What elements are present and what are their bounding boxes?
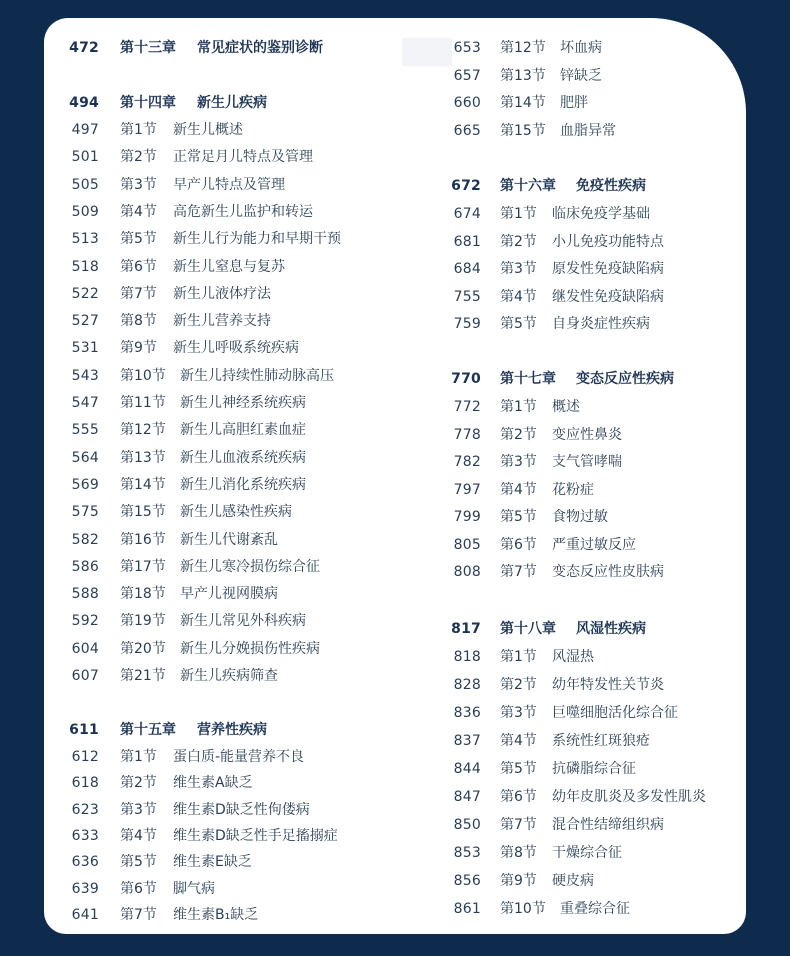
toc-section-label: 第7节	[500, 564, 537, 580]
toc-chapter-label: 第十五章	[120, 722, 176, 738]
toc-section-title: 巨噬细胞活化综合征	[552, 705, 678, 721]
toc-section-label: 第6节	[500, 789, 537, 805]
toc-chapter-label: 第十四章	[120, 95, 176, 111]
toc-chapter-label: 第十七章	[500, 371, 556, 387]
toc-page-number: 513	[71, 231, 99, 248]
toc-section-label: 第14节	[500, 95, 546, 112]
toc-page-number: 569	[71, 476, 99, 493]
toc-section-title: 自身炎症性疾病	[552, 316, 650, 332]
toc-section-title: 脚气病	[173, 880, 215, 897]
toc-section-title: 新生儿疾病筛查	[180, 668, 278, 684]
toc-section-label: 第11节	[120, 395, 166, 411]
toc-section-label: 第12节	[500, 40, 546, 56]
toc-section-label: 第14节	[120, 476, 166, 493]
toc-section-title: 小儿免疫功能特点	[552, 233, 664, 250]
toc-section-label: 第8节	[120, 313, 157, 330]
toc-section-title: 锌缺乏	[560, 67, 602, 84]
toc-section-title: 临床免疫学基础	[552, 206, 650, 222]
toc-page-number: 633	[71, 827, 99, 844]
toc-page-number: 799	[453, 509, 481, 525]
toc-chapter-title: 常见症状的鉴别诊断	[197, 40, 323, 56]
toc-section-label: 第21节	[120, 668, 166, 684]
toc-page-number: 586	[71, 558, 99, 575]
toc-page-number: 623	[71, 801, 99, 818]
toc-section-title: 新生儿液体疗法	[173, 285, 271, 302]
toc-page-number: 618	[71, 775, 99, 792]
toc-section-title: 变应性鼻炎	[552, 426, 622, 443]
toc-section-label: 第2节	[500, 677, 537, 693]
toc-page-number: 817	[451, 621, 481, 637]
toc-section-label: 第6节	[120, 258, 157, 275]
toc-section-label: 第4节	[500, 733, 537, 749]
toc-page-number: 607	[71, 668, 99, 684]
toc-section-label: 第6节	[120, 880, 157, 897]
toc-section-title: 新生儿呼吸系统疾病	[173, 340, 299, 357]
toc-chapter-title: 新生儿疾病	[197, 95, 267, 111]
toc-page-number: 674	[453, 206, 481, 222]
toc-section-label: 第2节	[500, 426, 537, 443]
toc-page-number: 818	[453, 649, 481, 665]
toc-section-label: 第4节	[500, 481, 537, 498]
toc-section-title: 坏血病	[560, 40, 602, 56]
toc-page-number: 575	[71, 504, 99, 521]
toc-page-number: 850	[453, 817, 481, 833]
toc-section-label: 第2节	[120, 775, 157, 792]
toc-page-number: 770	[451, 371, 481, 387]
toc-chapter-title: 营养性疾病	[197, 722, 267, 738]
toc-section-label: 第3节	[500, 454, 537, 470]
toc-page-number: 657	[453, 67, 481, 84]
toc-page-number: 861	[453, 901, 481, 917]
toc-section-title: 高危新生儿监护和转运	[173, 203, 313, 220]
toc-page-number: 518	[71, 258, 99, 275]
toc-chapter-title: 免疫性疾病	[576, 178, 646, 194]
toc-page-number: 639	[71, 880, 99, 897]
toc-section-title: 混合性结缔组织病	[552, 817, 664, 833]
toc-section-label: 第13节	[500, 67, 546, 84]
toc-section-title: 食物过敏	[552, 509, 608, 525]
toc-section-label: 第5节	[500, 316, 537, 332]
toc-section-label: 第6节	[500, 536, 537, 553]
toc-section-title: 早产儿特点及管理	[173, 176, 285, 193]
toc-section-title: 新生儿血液系统疾病	[180, 449, 306, 466]
toc-section-label: 第3节	[120, 801, 157, 818]
toc-section-title: 硬皮病	[552, 873, 594, 889]
toc-section-label: 第1节	[500, 206, 537, 222]
toc-section-label: 第5节	[500, 509, 537, 525]
toc-section-title: 新生儿高胆红素血症	[180, 422, 306, 439]
toc-chapter-label: 第十六章	[500, 178, 556, 194]
toc-page-number: 684	[453, 261, 481, 277]
toc-section-label: 第9节	[120, 340, 157, 357]
toc-page-number: 805	[453, 536, 481, 553]
toc-section-title: 新生儿窒息与复苏	[173, 258, 285, 275]
toc-page-number: 505	[71, 176, 99, 193]
toc-section-title: 重叠综合征	[560, 901, 630, 917]
toc-section-title: 蛋白质-能量营养不良	[173, 749, 305, 765]
toc-section-label: 第10节	[120, 367, 166, 384]
toc-section-title: 新生儿消化系统疾病	[180, 476, 306, 493]
toc-section-title: 新生儿概述	[173, 122, 243, 138]
toc-page-number: 844	[453, 761, 481, 777]
toc-page-number: 582	[71, 531, 99, 548]
toc-page-number: 755	[453, 288, 481, 305]
toc-page-number: 782	[453, 454, 481, 470]
toc-page-number: 856	[453, 873, 481, 889]
toc-page-number: 641	[71, 906, 99, 923]
toc-page-number: 836	[453, 705, 481, 721]
toc-section-label: 第5节	[120, 231, 157, 248]
toc-section-label: 第5节	[120, 854, 157, 871]
toc-chapter-label: 第十八章	[500, 621, 556, 637]
toc-section-title: 新生儿行为能力和早期干预	[173, 231, 341, 248]
toc-chapter-label: 第十三章	[120, 40, 176, 56]
toc-section-title: 新生儿代谢紊乱	[180, 531, 278, 548]
toc-page-number: 612	[71, 749, 99, 765]
toc-section-title: 新生儿分娩损伤性疾病	[180, 640, 320, 657]
toc-page-number: 543	[71, 367, 99, 384]
toc-page-number: 564	[71, 449, 99, 466]
toc-section-label: 第15节	[500, 122, 546, 139]
toc-section-title: 肥胖	[560, 95, 588, 112]
toc-page-number: 604	[71, 640, 99, 657]
toc-section-title: 幼年特发性关节炎	[552, 677, 664, 693]
toc-section-title: 正常足月儿特点及管理	[173, 149, 313, 166]
toc-section-title: 花粉症	[552, 481, 594, 498]
toc-section-title: 维生素D缺乏性手足搐搦症	[173, 827, 338, 844]
toc-section-label: 第18节	[120, 586, 166, 603]
toc-page-number: 501	[71, 149, 99, 166]
toc-page-number: 828	[453, 677, 481, 693]
toc-page-number: 837	[453, 733, 481, 749]
toc-section-label: 第1节	[500, 649, 537, 665]
toc-section-title: 抗磷脂综合征	[552, 761, 636, 777]
toc-section-title: 新生儿持续性肺动脉高压	[180, 367, 334, 384]
toc-page-number: 636	[71, 854, 99, 871]
toc-page-number: 547	[71, 395, 99, 411]
toc-section-title: 幼年皮肌炎及多发性肌炎	[552, 789, 706, 805]
toc-section-title: 维生素A缺乏	[173, 775, 253, 792]
toc-section-label: 第9节	[500, 873, 537, 889]
toc-section-label: 第10节	[500, 901, 546, 917]
toc-page-number: 808	[453, 564, 481, 580]
toc-section-title: 继发性免疫缺陷病	[552, 288, 664, 305]
toc-page-number: 509	[71, 203, 99, 220]
toc-section-label: 第4节	[120, 827, 157, 844]
toc-page-number: 497	[71, 122, 99, 138]
toc-page-number: 494	[69, 95, 99, 111]
toc-page-number: 588	[71, 586, 99, 603]
toc-page-number: 853	[453, 845, 481, 861]
toc-chapter-title: 风湿性疾病	[576, 621, 646, 637]
toc-section-label: 第4节	[500, 288, 537, 305]
toc-section-label: 第1节	[120, 122, 157, 138]
toc-section-label: 第8节	[500, 845, 537, 861]
toc-page-number: 772	[453, 399, 481, 415]
toc-section-title: 变态反应性皮肤病	[552, 564, 664, 580]
toc-section-title: 干燥综合征	[552, 845, 622, 861]
toc-section-label: 第13节	[120, 449, 166, 466]
toc-section-label: 第3节	[120, 176, 157, 193]
toc-page-number: 665	[453, 122, 481, 139]
toc-section-label: 第2节	[500, 233, 537, 250]
toc-page-number: 522	[71, 285, 99, 302]
toc-section-title: 新生儿寒冷损伤综合征	[180, 558, 320, 575]
toc-section-label: 第20节	[120, 640, 166, 657]
toc-section-label: 第19节	[120, 613, 166, 630]
toc-section-title: 原发性免疫缺陷病	[552, 261, 664, 277]
toc-page-number: 592	[71, 613, 99, 630]
toc-page-number: 759	[453, 316, 481, 332]
toc-section-title: 风湿热	[552, 649, 594, 665]
toc-page-number: 611	[69, 722, 99, 738]
toc-page-number: 672	[451, 178, 481, 194]
toc-page-number: 472	[69, 40, 99, 56]
toc-section-label: 第7节	[500, 817, 537, 833]
toc-section-title: 严重过敏反应	[552, 536, 636, 553]
toc-section-title: 系统性红斑狼疮	[552, 733, 650, 749]
toc-page-number: 847	[453, 789, 481, 805]
toc-section-label: 第1节	[120, 749, 157, 765]
toc-chapter-title: 变态反应性疾病	[576, 371, 674, 387]
toc-section-title: 新生儿感染性疾病	[180, 504, 292, 521]
toc-section-label: 第1节	[500, 399, 537, 415]
toc-section-label: 第4节	[120, 203, 157, 220]
toc-section-label: 第3节	[500, 705, 537, 721]
toc-page-number: 653	[453, 40, 481, 56]
toc-section-title: 支气管哮喘	[552, 454, 622, 470]
toc-section-title: 新生儿常见外科疾病	[180, 613, 306, 630]
toc-section-title: 维生素E缺乏	[173, 854, 252, 871]
toc-section-title: 血脂异常	[560, 122, 616, 139]
toc-section-label: 第3节	[500, 261, 537, 277]
toc-page-number: 681	[453, 233, 481, 250]
toc-section-label: 第17节	[120, 558, 166, 575]
toc-section-title: 维生素D缺乏性佝偻病	[173, 801, 310, 818]
toc-section-label: 第5节	[500, 761, 537, 777]
toc-section-label: 第15节	[120, 504, 166, 521]
toc-section-label: 第12节	[120, 422, 166, 439]
toc-page-number: 527	[71, 313, 99, 330]
toc-page-number: 797	[453, 481, 481, 498]
toc-section-title: 概述	[552, 399, 580, 415]
toc-section-label: 第7节	[120, 285, 157, 302]
toc-section-title: 维生素B₁缺乏	[173, 906, 259, 923]
toc-section-title: 新生儿神经系统疾病	[180, 395, 306, 411]
toc-page-number: 778	[453, 426, 481, 443]
toc-section-label: 第7节	[120, 906, 157, 923]
toc-section-label: 第16节	[120, 531, 166, 548]
toc-section-title: 早产儿视网膜病	[180, 586, 278, 603]
toc-page-number: 660	[453, 95, 481, 112]
toc-page-number: 555	[71, 422, 99, 439]
toc-page-number: 531	[71, 340, 99, 357]
toc-card	[44, 18, 746, 934]
toc-section-label: 第2节	[120, 149, 157, 166]
toc-section-title: 新生儿营养支持	[173, 313, 271, 330]
